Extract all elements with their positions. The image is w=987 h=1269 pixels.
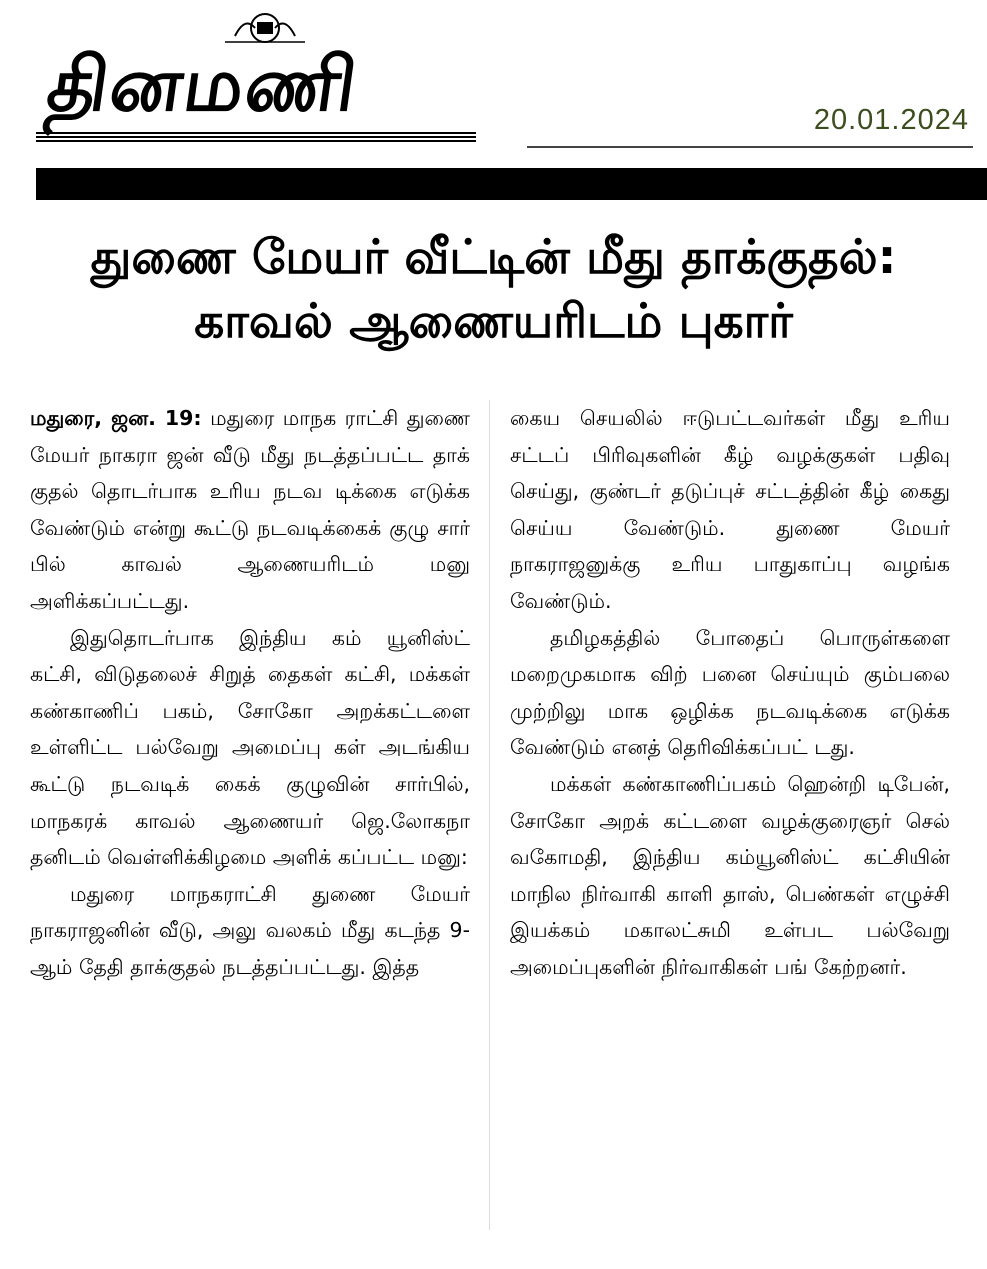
publication-date: 20.01.2024 (813, 104, 969, 136)
paragraph-5: தமிழகத்தில் போதைப் பொருள்களை மறைமுகமாக விற் பனை செய்யும் கும்பலை முற்றிலு மாக ஒழிக்க நடவடிக்கை எடுக்க வேண்டும் எனத் தெரிவிக்கப்பட் டது. (510, 625, 950, 760)
masthead-black-bar (36, 168, 987, 200)
dateline: மதுரை, ஜன. 19: (30, 406, 202, 430)
article-column-left (30, 400, 470, 986)
newspaper-logo: தினமணி (41, 42, 365, 128)
paragraph-4: கைய செயலில் ஈடுபட்டவர்கள் மீது உரிய சட்டப் பிரிவுகளின் கீழ் வழக்குகள் பதிவு செய்து, குண்டர் தடுப்புச் சட்டத்தின் கீழ் கைது செய்ய வேண்டும். துணை மேயர் நாகராஜனுக்கு உரிய பாதுகாப்பு வழங்க வேண்டும். (510, 406, 950, 613)
paragraph-2: இதுதொடர்பாக இந்திய கம் யூனிஸ்ட் கட்சி, விடுதலைச் சிறுத் தைகள் கட்சி, மக்கள் கண்காணிப் பகம், சோகோ அறக்கட்டளை உள்ளிட்ட பல்வேறு அமைப்பு கள் அடங்கிய கூட்டு நடவடிக் கைக் குழுவின் சார்பில், மாநகரக் காவல் ஆணையர் ஜெ.லோகநா தனிடம் வெள்ளிக்கிழமை அளிக் கப்பட்ட மனு: (30, 625, 470, 870)
article-headline (20, 226, 967, 354)
paragraph-6: மக்கள் கண்காணிப்பகம் ஹென்றி டிபேன், சோகோ அறக் கட்டளை வழக்குரைஞர் செல் வகோமதி, இந்திய கம்யூனிஸ்ட் கட்சியின் மாநில நிர்வாகி காளி தாஸ், பெண்கள் எழுச்சி இயக்கம் மகாலட்சுமி உள்பட பல்வேறு அமைப்புகளின் நிர்வாகிகள் பங் கேற்றனர். (510, 771, 950, 979)
column-divider (489, 400, 490, 1230)
paragraph-1 (30, 400, 470, 620)
headline-line-1: துணை மேயர் வீட்டின் மீது தாக்குதல்: (90, 230, 897, 285)
article-column-right (510, 400, 950, 986)
headline-line-2: காவல் ஆணையரிடம் புகார் (194, 294, 793, 349)
masthead (0, 0, 987, 215)
date-rule (527, 146, 973, 148)
logo-underline (36, 132, 476, 144)
paragraph-1-text: மதுரை மாநக ராட்சி துணை மேயர் நாகரா ஜன் வீடு மீது நடத்தப்பட்ட தாக் குதல் தொடர்பாக உரிய நடவ டிக்கை எடுக்க வேண்டும் என்று கூட்டு நடவடிக்கைக் குழு சார் பில் காவல் ஆணையரிடம் மனு அளிக்கப்பட்டது. (30, 406, 470, 613)
paragraph-3: மதுரை மாநகராட்சி துணை மேயர் நாகராஜனின் வீடு, அலு வலகம் மீது கடந்த 9-ஆம் தேதி தாக்குதல் நடத்தப்பட்டது. இத்த (30, 881, 470, 979)
